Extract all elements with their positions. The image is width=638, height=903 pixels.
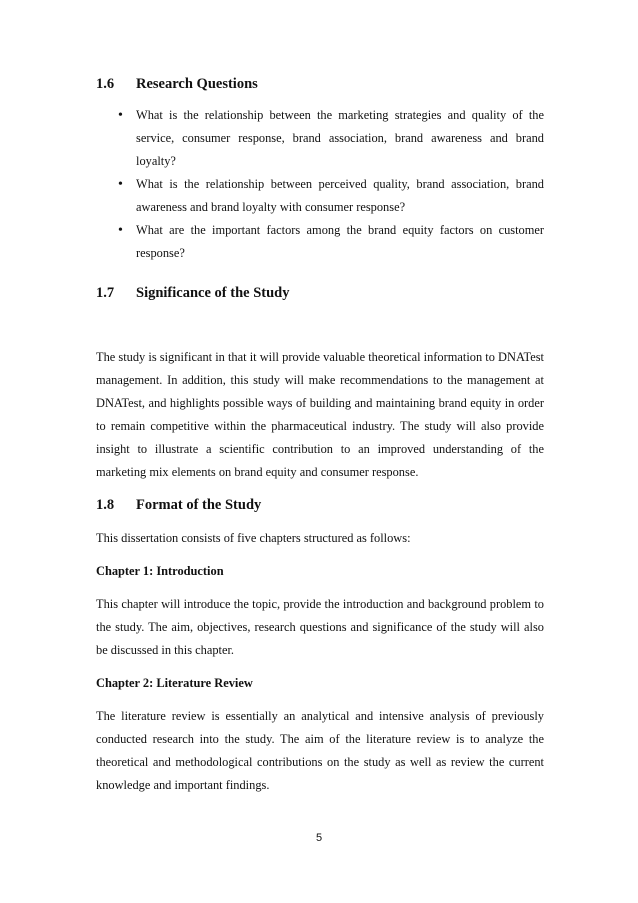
- section-heading-format: [96, 494, 544, 517]
- list-item: [96, 104, 544, 173]
- list-item-text: What is the relationship between perceived quality, brand association, brand awareness and brand loyalty with consumer response?: [136, 177, 544, 214]
- format-intro: This dissertation consists of five chapters structured as follows:: [96, 531, 411, 545]
- section-number: 1.8: [96, 497, 115, 513]
- list-item: [96, 173, 544, 219]
- bullet-icon: •: [118, 223, 123, 238]
- page-number: 5: [315, 832, 323, 844]
- chapter-1-paragraph: This chapter will introduce the topic, provide the introduction and background problem to the study. The aim, objectives, research questions and significance of the study will also be discussed in this chapter.: [96, 597, 544, 657]
- list-item-text: What is the relationship between the marketing strategies and quality of the service, consumer response, brand association, brand awareness and brand loyalty?: [136, 108, 544, 168]
- section-number: 1.6: [96, 76, 115, 92]
- research-questions-list: [96, 104, 544, 265]
- significance-paragraph: The study is significant in that it will provide valuable theoretical information to DNATest management. In addition, this study will make recommendations to the management at DNATest, and highlights possible ways of building and maintaining brand equity in order to remain competitive within the pharmaceutical industry. The study will also provide insight to illustrate a scientific contribution to an improved understanding of the marketing mix elements on brand equity and consumer response.: [96, 350, 544, 479]
- section-title: Format of the Study: [136, 497, 262, 513]
- list-item-text: What are the important factors among the brand equity factors on customer response?: [136, 223, 544, 260]
- chapter-1-heading: Chapter 1: Introduction: [96, 564, 224, 578]
- section-title: Significance of the Study: [136, 285, 290, 301]
- section-number: 1.7: [96, 285, 115, 301]
- section-heading-research-questions: [96, 73, 544, 96]
- bullet-icon: •: [118, 108, 123, 123]
- section-title: Research Questions: [136, 76, 258, 92]
- chapter-2-paragraph: The literature review is essentially an analytical and intensive analysis of previously conducted research into the study. The aim of the literature review is to analyze the theoretical and methodological contributions on the study as well as review the current knowledge and important findings.: [96, 709, 544, 792]
- bullet-icon: •: [118, 177, 123, 192]
- chapter-2-heading: Chapter 2: Literature Review: [96, 676, 253, 690]
- list-item: [96, 219, 544, 265]
- section-heading-significance: [96, 282, 544, 305]
- page-content: [96, 73, 544, 797]
